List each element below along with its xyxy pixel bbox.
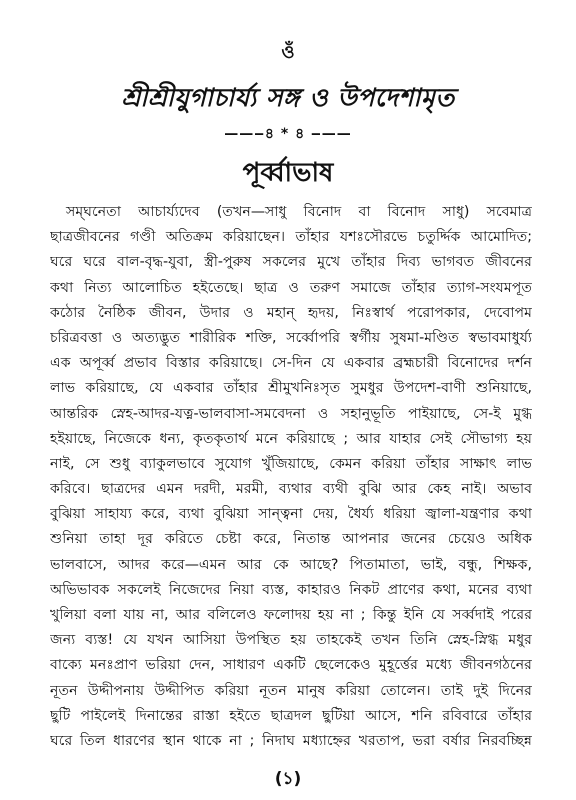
om-symbol: ওঁ (281, 42, 295, 63)
page-number: (১) (274, 769, 302, 789)
body-line: ভালবাসে, আদর করে—এমন আর কে আছে? পিতামাতা, ভাই, বন্ধু, শিক্ষক, (50, 556, 532, 573)
section-heading: পূর্ব্বাভাষ (242, 158, 334, 188)
body-line: খুলিয়া বলা যায় না, আর বলিলেও ফলোদয় হয় না ; কিন্তু ইনি যে সর্ব্বদাই পরের (50, 607, 532, 623)
body-line: ঘরে ঘরে বাল-বৃদ্ধ-যুবা, স্ত্রী-পুরুষ সকলের মুখে তাঁহার দিব্য ভাগবত জীবনের (50, 254, 532, 271)
body-line: করিবে। ছাত্রদের এমন দরদী, মরমী, ব্যথার ব্যথী বুঝি আর কেহ নাই। অভাব (50, 481, 532, 498)
title-divider: ——‒৪ * ৪ ‒—— (224, 126, 352, 142)
body-line: সম্ঘনেতা আচার্য্যদেব (তখন—সাধু বিনোদ বা বিনোদ সাধু) সবেমাত্র (66, 204, 532, 220)
body-line: বাক্যে মনঃপ্রাণ ভরিয়া দেন, সাধারণ একটি ছেলেকেও মুহূর্ত্তের মধ্যে জীবনগঠনের (50, 657, 532, 674)
body-line: ছুটি পাইলেই দিনান্তের রাস্তা হইতে ছাত্রদল ছুটিয়া আসে, শনি রবিবারে তাঁহার (50, 707, 532, 724)
body-line: লাভ করিয়াছে, যে একবার তাঁহার শ্রীমুখনিঃসৃত সুমধুর উপদেশ-বাণী শুনিয়াছে, (50, 380, 532, 397)
body-line: কঠোর নৈষ্ঠিক জীবন, উদার ও মহান্ হৃদয়, নিঃস্বার্থ পরোপকার, দেবোপম (50, 304, 532, 321)
body-line: হইয়াছে, নিজেকে ধন্য, কৃতকৃতার্থ মনে করিয়াছে ; আর যাহার সেই সৌভাগ্য হয় (50, 430, 532, 447)
body-text (50, 200, 532, 754)
body-line: চরিত্রবত্তা ও অত্যদ্ভুত শারীরিক শক্তি, সর্ব্বোপরি স্বর্গীয় সুষমা-মণ্ডিত স্বভাবমাধুর্য্য (50, 329, 532, 346)
body-line: শুনিয়া তাহা দূর করিতে চেষ্টা করে, নিতান্ত আপনার জনের চেয়েও অধিক (50, 531, 532, 548)
body-line: বুঝিয়া সাহায্য করে, ব্যথা বুঝিয়া সান্ত্বনা দেয়, ধৈর্য্য ধরিয়া জ্বালা-যন্ত্রণার কথা (50, 506, 532, 523)
body-line: অভিভাবক সকলেই নিজেদের নিয়া ব্যস্ত, কাহারও নিকট প্রাণের কথা, মনের ব্যথা (50, 581, 532, 598)
page-title: শ্রীশ্রীযুগাচার্য্য সঙ্গ ও উপদেশামৃত (121, 83, 455, 112)
body-line: এক অপূর্ব্ব প্রভাব বিস্তার করিয়াছে। সে-দিন যে একবার ব্রহ্মচারী বিনোদের দর্শন (50, 355, 532, 372)
body-line: কথা নিত্য আলোচিত হইতেছে। ছাত্র ও তরুণ সমাজে তাঁহার ত্যাগ-সংযমপূত (50, 279, 532, 296)
body-line: নাই, সে শুধু ব্যাকুলভাবে সুযোগ খুঁজিয়াছে, কেমন করিয়া তাঁহার সাক্ষাৎ লাভ (50, 455, 532, 472)
body-line: ঘরে তিল ধারণের স্থান থাকে না ; নিদাঘ মধ্যাহ্নের খরতাপ, ভরা বর্ষার নিরবচ্ছিন্ন (50, 732, 532, 749)
body-line: নূতন উদ্দীপনায় উদ্দীপিত করিয়া নূতন মানুষ করিয়া তোলেন। তাই দুই দিনের (50, 682, 532, 699)
body-line: ছাত্রজীবনের গণ্ডী অতিক্রম করিয়াছেন। তাঁহার যশঃসৌরভে চতুর্দ্দিক আমোদিত; (50, 229, 532, 246)
body-line: আন্তরিক স্নেহ-আদর-যত্ন-ভালবাসা-সমবেদনা ও সহানুভূতি পাইয়াছে, সে-ই মুগ্ধ (50, 405, 532, 422)
body-line: জন্য ব্যস্ত! যে যখন আসিয়া উপস্থিত হয় তাহকেই তখন তিনি স্নেহ-স্নিগ্ধ মধুর (50, 632, 532, 649)
